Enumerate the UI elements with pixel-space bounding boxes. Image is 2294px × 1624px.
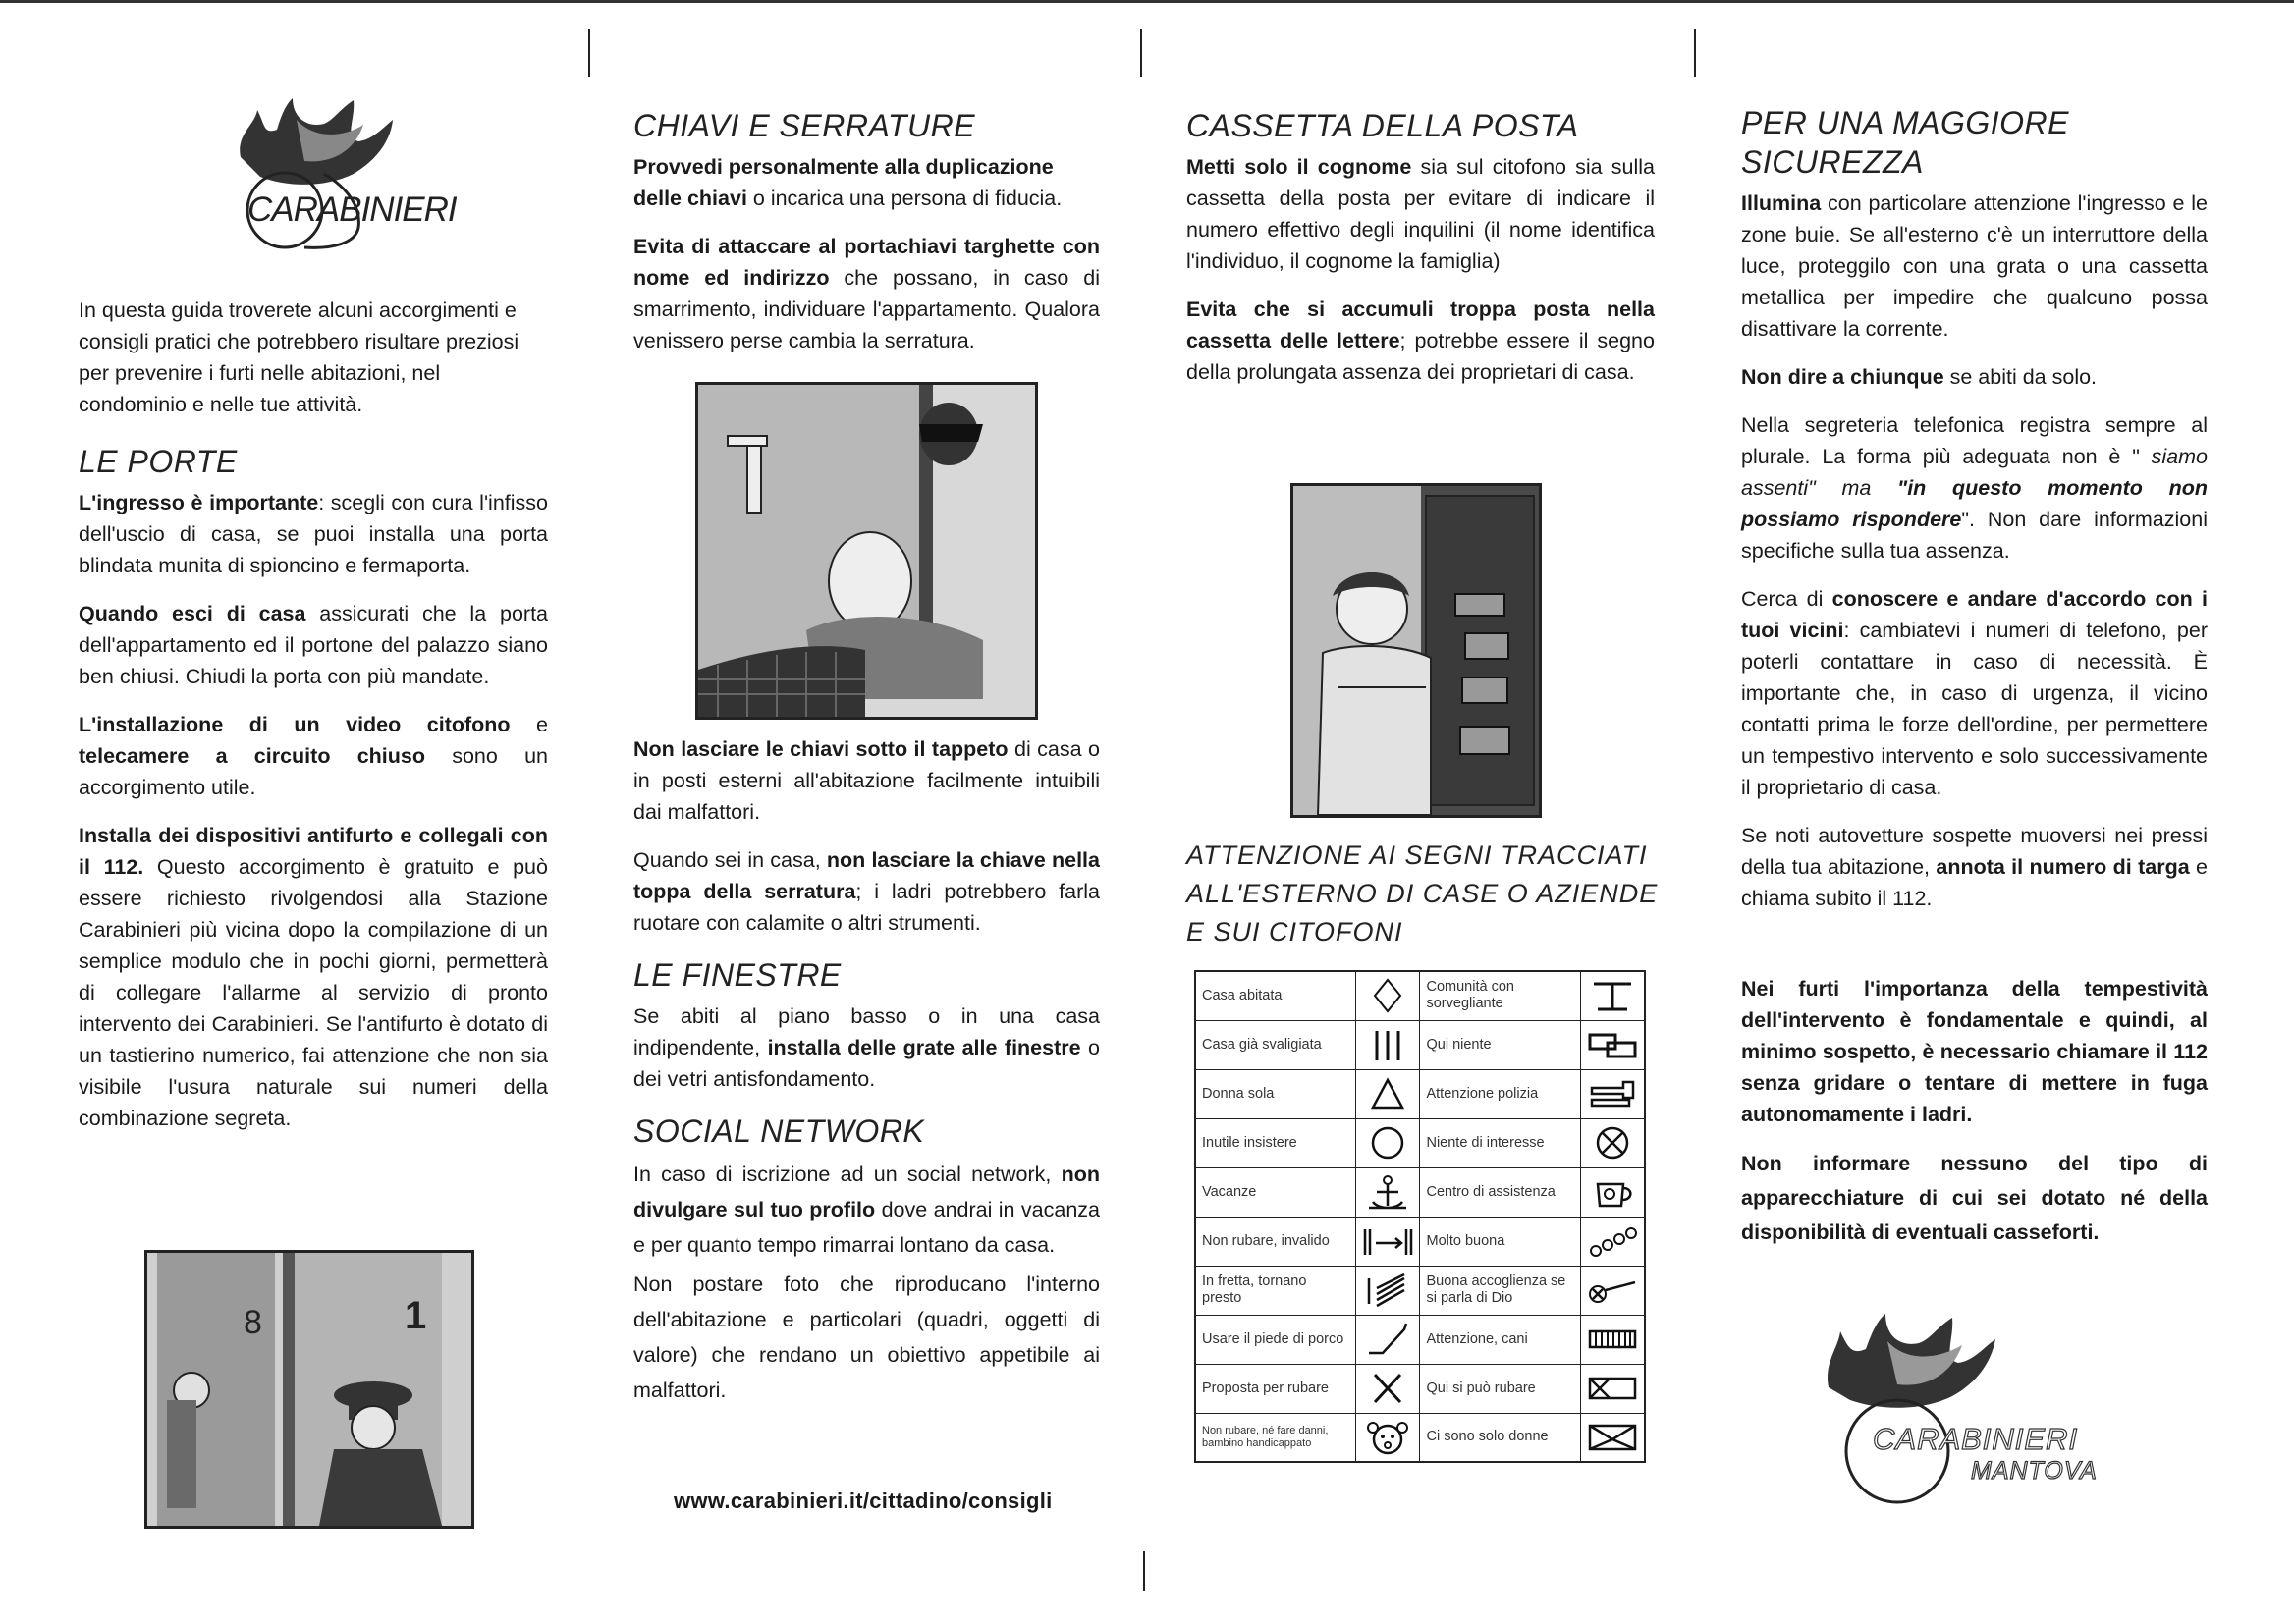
porte-paragraph-4: Installa dei dispositivi antifurto e collegali con il 112. Questo accorgimento è gratuito e può essere richiesto rivolgendosi alla Stazione Carabinieri più vicina dopo la compilazione di un semplice modulo che in pochi giorni, permetterà di collegare l'allarme al servizio di pronto intervento dei Carabinieri. Se l'antifurto è dotato di un tastierino numerico, fai attenzione che non sia visibile l'usura naturale sui numeri della combinazione segreta. [79,824,548,1130]
social-paragraph-2: Non postare foto che riproducano l'interno dell'abitazione e particolari (quadri, oggetti di valore) che rendano un obiettivo appetibile ai malfattori. [633,1272,1100,1402]
crowbar-icon [1359,1320,1416,1359]
fold-line-3 [1694,29,1696,77]
signs-table [1194,970,1646,1463]
flame-grenade-icon [1789,1294,2103,1520]
column-2-lower [633,733,1100,1425]
illustration-thief-door [144,1250,474,1529]
sign-label: Inutile insistere [1195,1118,1356,1167]
hatched-icon [1359,1271,1416,1310]
sicurezza-paragraph-3: Nella segreteria telefonica registra sempre al plurale. La forma più adeguata non è " siamo assenti" ma "in questo momento non possiamo rispondere". Non dare informazioni specifiche sulla tua assenza. [1741,413,2209,563]
signs-heading: ATTENZIONE AI SEGNI TRACCIATI ALL'ESTERNO DI CASE O AZIENDE E SUI CITOFONI [1186,840,1659,947]
box-triangles-icon [1584,1418,1641,1457]
key-under-mat-image [698,385,1035,717]
linked-rectangles-icon [1584,1025,1641,1064]
illustration-key-under-mat [695,382,1038,720]
box-cross-icon [1584,1369,1641,1408]
bars-arrow-icon [1359,1221,1416,1261]
sign-label: Comunità con sorvegliante [1420,971,1580,1020]
carabinieri-logo [187,81,457,257]
fold-line-1 [588,29,590,77]
sign-label: Centro di assistenza [1420,1167,1580,1217]
table-row [1195,1020,1645,1069]
heading-le-porte: LE PORTE [79,444,238,479]
diamond-icon [1359,976,1416,1015]
porte-paragraph-1: L'ingresso è importante: scegli con cura l'infisso dell'uscio di casa, se puoi installa una porta blindata munita di spioncino e fermaporta. [79,491,548,577]
sicurezza-paragraph-2: Non dire a chiunque se abiti da solo. [1741,365,2098,389]
heading-cassetta-posta: CASSETTA DELLA POSTA [1186,108,1579,143]
table-row [1195,1364,1645,1413]
sign-label: Qui si può rubare [1420,1364,1580,1413]
sign-label: In fretta, tornano presto [1195,1266,1356,1315]
illustration-armored-door [1290,483,1542,818]
anchor-icon [1359,1172,1416,1212]
heading-chiavi-serrature: CHIAVI E SERRATURE [633,108,976,143]
door-number-8: 8 [244,1304,262,1341]
table-row [1195,1167,1645,1217]
carabinieri-mantova-logo [1789,1294,2103,1520]
sign-label: Molto buona [1420,1217,1580,1266]
chiavi-paragraph-2: Evita di attaccare al portachiavi targhette con nome ed indirizzo che possano, in caso di smarrimento, individuare l'appartamento. Qualora venissero perse cambia la serratura. [633,235,1100,352]
sicurezza-paragraph-4: Cerca di conoscere e andare d'accordo con i tuoi vicini: cambiatevi i numeri di telefono, per poterli contattare in caso di necessità. È importante che, in caso di urgenza, il vicino contatti prima le forze dell'ordine, per permettere un tempestivo intervento e solo successivamente il proprietario di casa. [1741,587,2208,799]
sicurezza-paragraph-5: Se noti autovetture sospette muoversi nei pressi della tua abitazione, annota il numero di targa e chiama subito il 112. [1741,824,2208,910]
cup-icon [1584,1172,1641,1212]
triangle-icon [1359,1074,1416,1113]
x-icon [1359,1369,1416,1408]
table-row [1195,1118,1645,1167]
social-paragraph-1: In caso di iscrizione ad un social network, non divulgare sul tuo profilo dove andrai in vacanza e per quanto tempo rimarrai lontano da casa. [633,1163,1100,1257]
sign-label: Buona accoglienza se si parla di Dio [1420,1266,1580,1315]
intro-text: In questa guida troverete alcuni accorgimenti e consigli pratici che potrebbero risultare preziosi per prevenire i furti nelle abitazioni, nel condominio e nelle tue attività. [79,298,519,416]
armored-door-image [1293,486,1539,815]
pipe-icon [1584,1074,1641,1113]
sign-label: Proposta per rubare [1195,1364,1356,1413]
door-number-1: 1 [405,1294,427,1337]
column-4 [1741,103,2208,1267]
posta-paragraph-1: Metti solo il cognome sia sul citofono sia sulla cassetta della posta per evitare di indicare il numero effettivo degli inquilini (il nome identifica l'individuo, il cognome la famiglia) [1186,155,1655,273]
heading-le-finestre: LE FINESTRE [633,957,842,993]
fold-line-bottom [1143,1551,1145,1591]
table-row [1195,1266,1645,1315]
sign-label: Non rubare, né fare danni, bambino handicappato [1195,1413,1356,1462]
logo-text-line2: MANTOVA [1971,1457,2098,1485]
heading-social-network: SOCIAL NETWORK [633,1113,925,1149]
sign-label: Non rubare, invalido [1195,1217,1356,1266]
website-url[interactable]: www.carabinieri.it/cittadino/consigli [674,1489,1053,1513]
table-row [1195,1217,1645,1266]
sign-label: Ci sono solo donne [1420,1413,1580,1462]
logo-text: CARABINIERI [247,190,457,229]
porte-paragraph-2: Quando esci di casa assicurati che la porta dell'appartamento ed il portone del palazzo siano ben chiusi. Chiudi la porta con più mandate. [79,602,549,688]
sign-label: Attenzione, cani [1420,1315,1580,1364]
sign-label: Donna sola [1195,1069,1356,1118]
column-1 [79,295,548,1151]
chiavi-paragraph-3: Non lasciare le chiavi sotto il tappeto di casa o in posti esterni all'abitazione facilmente intuibili dai malfattori. [633,737,1100,824]
circle-cross-line-icon [1584,1271,1641,1310]
column-2 [633,106,1100,373]
table-row [1195,1069,1645,1118]
chiavi-paragraph-4: Quando sei in casa, non lasciare la chiave nella toppa della serratura; i ladri potrebbero farla ruotare con calamite o altri strumenti. [633,848,1100,935]
three-bars-icon [1359,1025,1416,1064]
porte-paragraph-3: L'installazione di un video citofono e telecamere a circuito chiuso sono un accorgimento utile. [79,713,548,799]
sign-label: Vacanze [1195,1167,1356,1217]
sign-label: Qui niente [1420,1020,1580,1069]
sign-label: Casa già svaligiata [1195,1020,1356,1069]
top-border [0,0,2294,3]
fence-icon [1584,1320,1641,1359]
finestre-paragraph: Se abiti al piano basso o in una casa indipendente, installa delle grate alle finestre o dei vetri antisfondamento. [633,1004,1100,1091]
column-3 [1186,106,1655,405]
sicurezza-paragraph-7: Non informare nessuno del tipo di apparecchiature di cui sei dotato né della disponibilità di eventuali casseforti. [1741,1152,2208,1244]
sign-label: Casa abitata [1195,971,1356,1020]
logo-text-line1: CARABINIERI [1873,1422,2079,1456]
sicurezza-paragraph-1: Illumina con particolare attenzione l'ingresso e le zone buie. Se all'esterno c'è un interruttore della luce, proteggilo con una grata o una cassetta metallica per impedire che qualcuno possa disattivare la corrente. [1741,191,2208,341]
fold-line-2 [1140,29,1142,77]
i-beam-icon [1584,976,1641,1015]
heading-maggiore-sicurezza: PER UNA MAGGIORE SICUREZZA [1741,105,2069,180]
flame-grenade-icon [187,81,452,257]
circle-icon [1359,1123,1416,1163]
face-icon [1359,1418,1416,1457]
sicurezza-paragraph-6: Nei furti l'importanza della tempestività dell'intervento è fondamentale e quindi, al minimo sospetto, è necessario chiamare il 112 senza gridare o tentare di mettere in fuga autonomamente i ladri. [1741,977,2208,1126]
posta-paragraph-2: Evita che si accumuli troppa posta nella cassetta delle lettere; potrebbe essere il segno della prolungata assenza dei proprietari di casa. [1186,298,1655,384]
table-row [1195,1315,1645,1364]
chiavi-paragraph-1: Provvedi personalmente alla duplicazione delle chiavi o incarica una persona di fiducia. [633,155,1063,210]
sign-label: Usare il piede di porco [1195,1315,1356,1364]
table-row [1195,971,1645,1020]
chain-circles-icon [1584,1221,1641,1261]
table-row [1195,1413,1645,1462]
sign-label: Niente di interesse [1420,1118,1580,1167]
circle-cross-icon [1584,1123,1641,1163]
sign-label: Attenzione polizia [1420,1069,1580,1118]
